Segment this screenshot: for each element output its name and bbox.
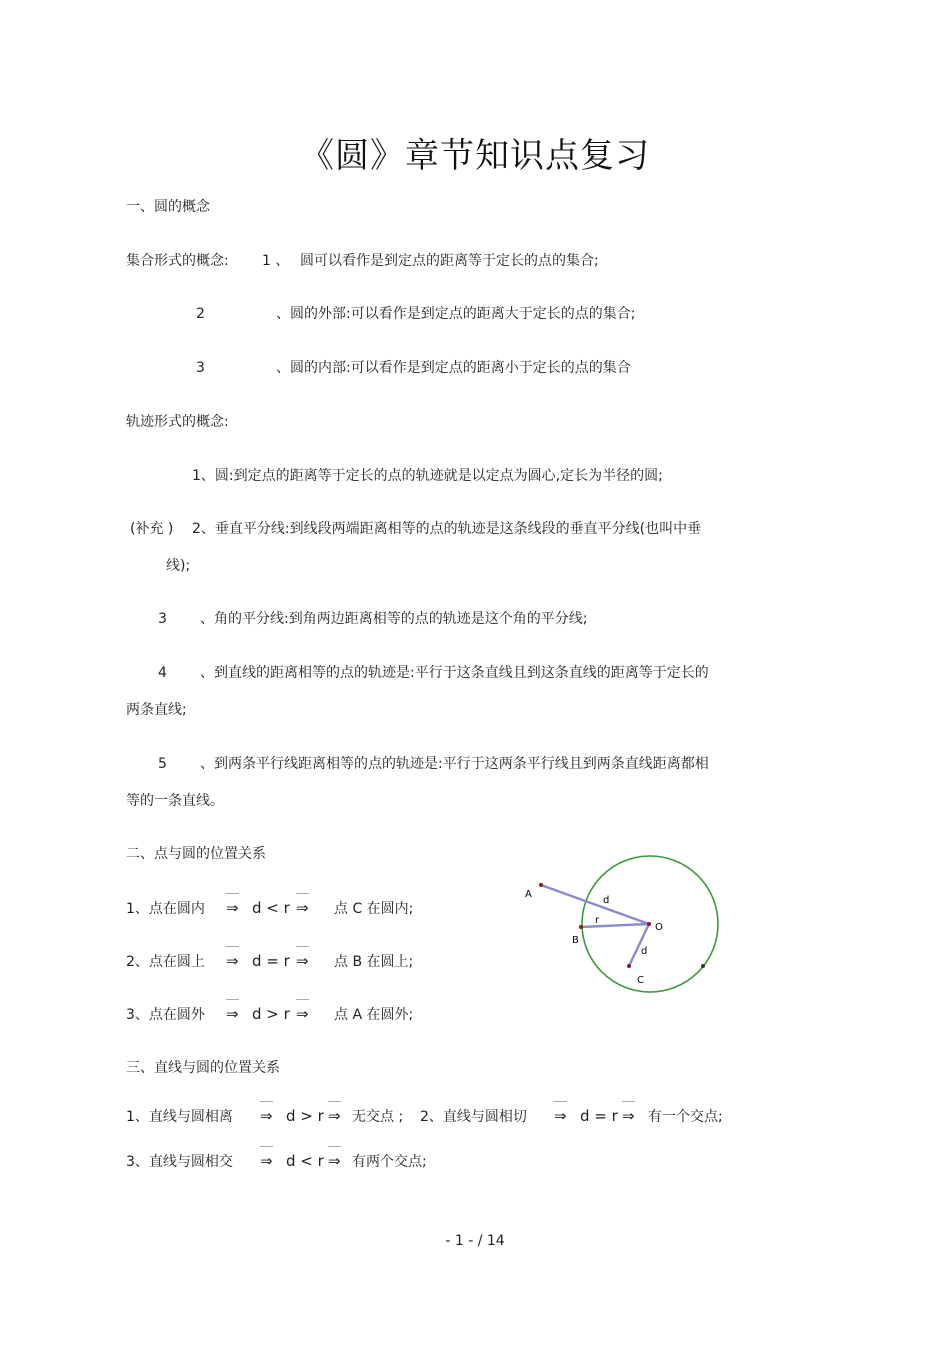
implies-arrow: ⇒ bbox=[328, 1107, 341, 1125]
locus-item-4-num: 4 bbox=[158, 665, 167, 681]
label-d-ao: d bbox=[603, 895, 610, 906]
implies-arrow: ⇒ bbox=[554, 1107, 567, 1125]
relation-d-eq-r: d = r bbox=[252, 952, 290, 970]
label-a: A bbox=[525, 889, 532, 900]
implies-arrow: ⇒ bbox=[226, 899, 239, 917]
point-c bbox=[627, 964, 631, 968]
locus-item-3-text: 、角的平分线:到角两边距离相等的点的轨迹是这个角的平分线; bbox=[200, 611, 588, 627]
point-a-result: 点 A 在圆外; bbox=[334, 1007, 414, 1023]
implies-arrow: ⇒ bbox=[622, 1107, 635, 1125]
relation-d-gt-r: d > r bbox=[286, 1107, 324, 1125]
label-b: B bbox=[572, 935, 579, 946]
point-c-result: 点 C 在圆内; bbox=[334, 901, 414, 917]
point-outside-label: 3、点在圆外 bbox=[126, 1007, 205, 1023]
set-concept-label: 集合形式的概念: bbox=[126, 253, 229, 269]
line-tangent-label: 2、直线与圆相切 bbox=[420, 1109, 527, 1125]
point-on-label: 2、点在圆上 bbox=[126, 954, 205, 970]
locus-item-5-line-2: 等的一条直线。 bbox=[126, 793, 224, 809]
point-circle-diagram bbox=[515, 850, 745, 1010]
relation-d-gt-r: d > r bbox=[252, 1005, 290, 1023]
implies-arrow: ⇒ bbox=[260, 1152, 273, 1170]
implies-arrow: ⇒ bbox=[328, 1152, 341, 1170]
implies-arrow: ⇒ bbox=[296, 1005, 309, 1023]
locus-item-2-line-2: 线); bbox=[166, 558, 191, 574]
locus-item-4-line-1: 、到直线的距离相等的点的轨迹是:平行于这条直线且到这条直线的距离等于定长的 bbox=[200, 665, 709, 681]
set-item-2-num: 2 bbox=[196, 306, 205, 322]
section-2-heading: 二、点与圆的位置关系 bbox=[126, 846, 266, 862]
one-intersection-result: 有一个交点; bbox=[648, 1109, 723, 1125]
relation-d-eq-r: d = r bbox=[580, 1107, 618, 1125]
set-item-3-num: 3 bbox=[196, 360, 205, 376]
locus-item-1: 1、圆:到定点的距离等于定长的点的轨迹就是以定点为圆心,定长为半径的圆; bbox=[192, 468, 663, 484]
segment-bo bbox=[581, 924, 649, 927]
set-item-3-text: 、圆的内部:可以看作是到定点的距离小于定长的点的集合 bbox=[276, 360, 631, 376]
section-3-heading: 三、直线与圆的位置关系 bbox=[126, 1060, 280, 1076]
segment-co bbox=[629, 924, 649, 966]
locus-concept-label: 轨迹形式的概念: bbox=[126, 414, 229, 430]
point-b bbox=[579, 925, 583, 929]
label-o: O bbox=[655, 922, 663, 933]
relation-d-lt-r: d < r bbox=[252, 899, 290, 917]
line-intersect-label: 3、直线与圆相交 bbox=[126, 1154, 233, 1170]
point-on-circle bbox=[701, 964, 705, 968]
label-c: C bbox=[637, 975, 644, 986]
implies-arrow: ⇒ bbox=[296, 899, 309, 917]
point-b-result: 点 B 在圆上; bbox=[334, 954, 414, 970]
label-r: r bbox=[595, 915, 600, 926]
relation-d-lt-r: d < r bbox=[286, 1152, 324, 1170]
locus-item-5-line-1: 、到两条平行线距离相等的点的轨迹是:平行于这两条平行线且到两条直线距离都相 bbox=[200, 756, 709, 772]
line-separate-label: 1、直线与圆相离 bbox=[126, 1109, 233, 1125]
point-inside-label: 1、点在圆内 bbox=[126, 901, 205, 917]
set-item-2-text: 、圆的外部:可以看作是到定点的距离大于定长的点的集合; bbox=[276, 306, 636, 322]
locus-item-5-num: 5 bbox=[158, 756, 167, 772]
section-1-heading: 一、圆的概念 bbox=[126, 199, 210, 215]
implies-arrow: ⇒ bbox=[260, 1107, 273, 1125]
label-d-co: d bbox=[641, 946, 648, 957]
locus-item-4-line-2: 两条直线; bbox=[126, 702, 187, 718]
set-item-1-num: 1 、 bbox=[262, 253, 290, 269]
implies-arrow: ⇒ bbox=[226, 952, 239, 970]
point-o bbox=[647, 922, 651, 926]
no-intersection-result: 无交点 ; bbox=[352, 1109, 404, 1125]
set-item-1-text: 圆可以看作是到定点的距离等于定长的点的集合; bbox=[300, 253, 599, 269]
locus-item-2-line-1: 2、垂直平分线:到线段两端距离相等的点的轨迹是这条线段的垂直平分线(也叫中垂 bbox=[192, 521, 702, 537]
page-title: 《圆》章节知识点复习 bbox=[300, 136, 650, 176]
locus-item-2-prefix: (补充 ) bbox=[130, 521, 174, 537]
two-intersections-result: 有两个交点; bbox=[352, 1154, 427, 1170]
locus-item-3-num: 3 bbox=[158, 611, 167, 627]
page-number: - 1 - / 14 bbox=[445, 1233, 505, 1249]
implies-arrow: ⇒ bbox=[296, 952, 309, 970]
point-a bbox=[539, 883, 543, 887]
implies-arrow: ⇒ bbox=[226, 1005, 239, 1023]
